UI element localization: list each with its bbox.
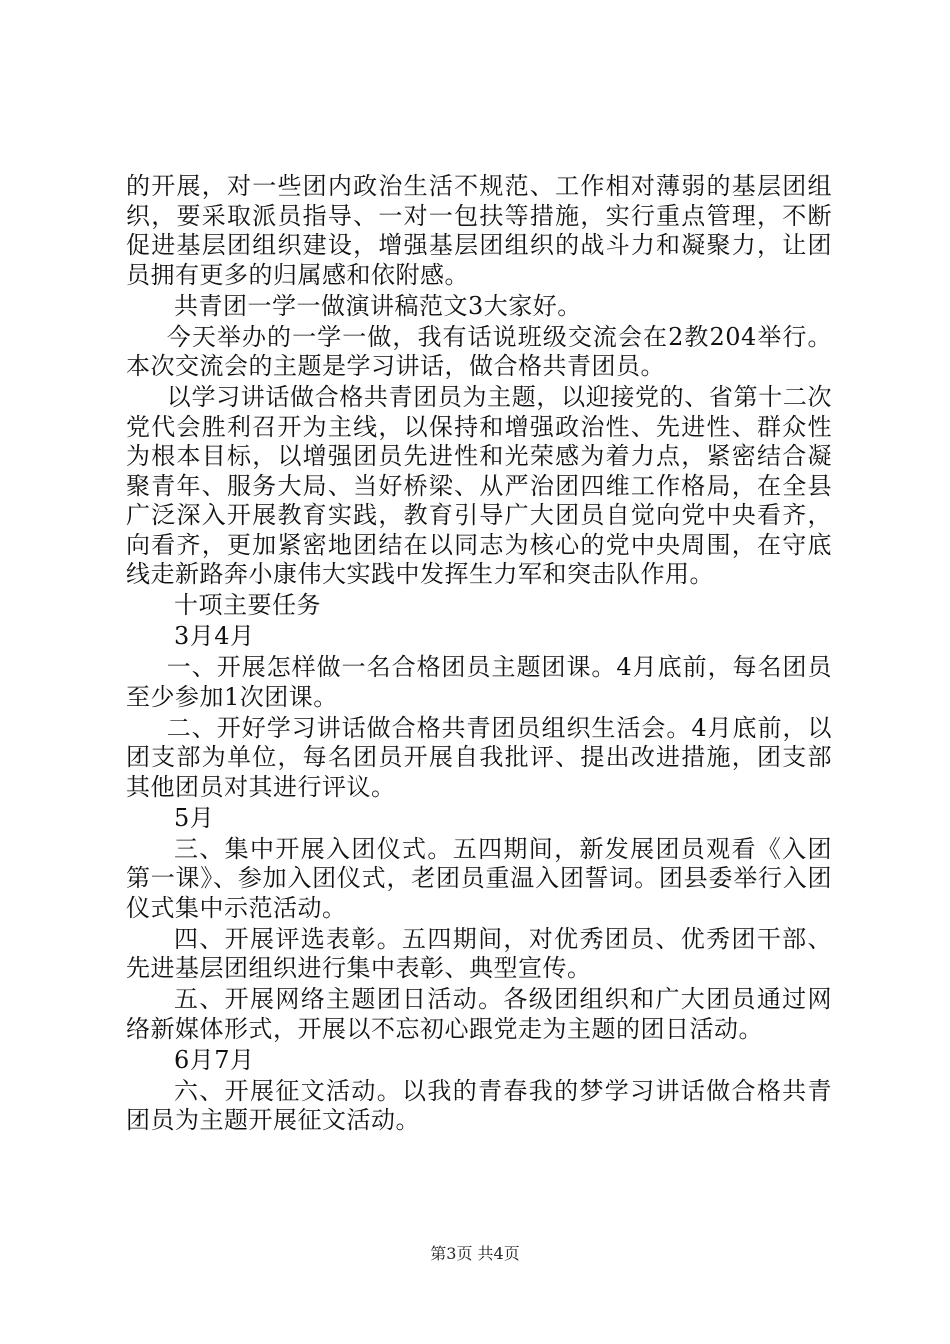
- paragraph-speech-title: 共青团一学一做演讲稿范文3大家好。: [174, 291, 582, 320]
- page-footer: [0, 1244, 950, 1264]
- period-heading-mar-apr: 3月4月: [174, 622, 255, 650]
- period-heading-may: 5月: [174, 803, 215, 832]
- section-heading-tasks: 十项主要任务: [174, 591, 321, 619]
- paragraph-theme: 以学习讲话做合格共青团员为主题，以迎接党的、省第十二次党代会胜利召开为主线，以保持和增强政治性、先进性、群众性为根本目标，以增强团员先进性和光荣感为着力点，紧密结合凝聚青年、服务大局、当好桥梁、从严治团四维工作格局，在全县广泛深入开展教育实践，教育引导广大团员自觉向党中央看齐，向看齐，更加紧密地团结在以同志为核心的党中央周围，在守底线走新路奔小康伟大实践中发挥生力军和突击队作用。: [126, 383, 832, 588]
- paragraph-meeting-intro: 今天举办的一学一做，我有话说班级交流会在2教204举行。本次交流会的主题是学习讲话，做合格共青团员。: [126, 322, 832, 380]
- task-item-3: 三、集中开展入团仪式。五四期间，新发展团员观看《入团第一课》、参加入团仪式，老团员重温入团誓词。团县委举行入团仪式集中示范活动。: [126, 834, 832, 922]
- task-item-6: 六、开展征文活动。以我的青春我的梦学习讲话做合格共青团员为主题开展征文活动。: [126, 1076, 832, 1134]
- paragraph-continuation: 的开展，对一些团内政治生活不规范、工作相对薄弱的基层团组织，要采取派员指导、一对一包扶等措施，实行重点管理，不断促进基层团组织建设，增强基层团组织的战斗力和凝聚力，让团员拥有更多的归属感和依附感。: [126, 172, 832, 289]
- document-body: [126, 172, 832, 1137]
- page-number-label: 第3页 共4页: [430, 1244, 520, 1263]
- task-item-4: 四、开展评选表彰。五四期间，对优秀团员、优秀团干部、先进基层团组织进行集中表彰、典型宣传。: [126, 924, 832, 982]
- task-item-1: 一、开展怎样做一名合格团员主题团课。4月底前，每名团员至少参加1次团课。: [126, 653, 832, 711]
- period-heading-jun-jul: 6月7月: [174, 1045, 255, 1074]
- task-item-2: 二、开好学习讲话做合格共青团员组织生活会。4月底前，以团支部为单位，每名团员开展自我批评、提出改进措施，团支部其他团员对其进行评议。: [126, 713, 832, 801]
- task-item-5: 五、开展网络主题团日活动。各级团组织和广大团员通过网络新媒体形式，开展以不忘初心跟党走为主题的团日活动。: [126, 985, 832, 1043]
